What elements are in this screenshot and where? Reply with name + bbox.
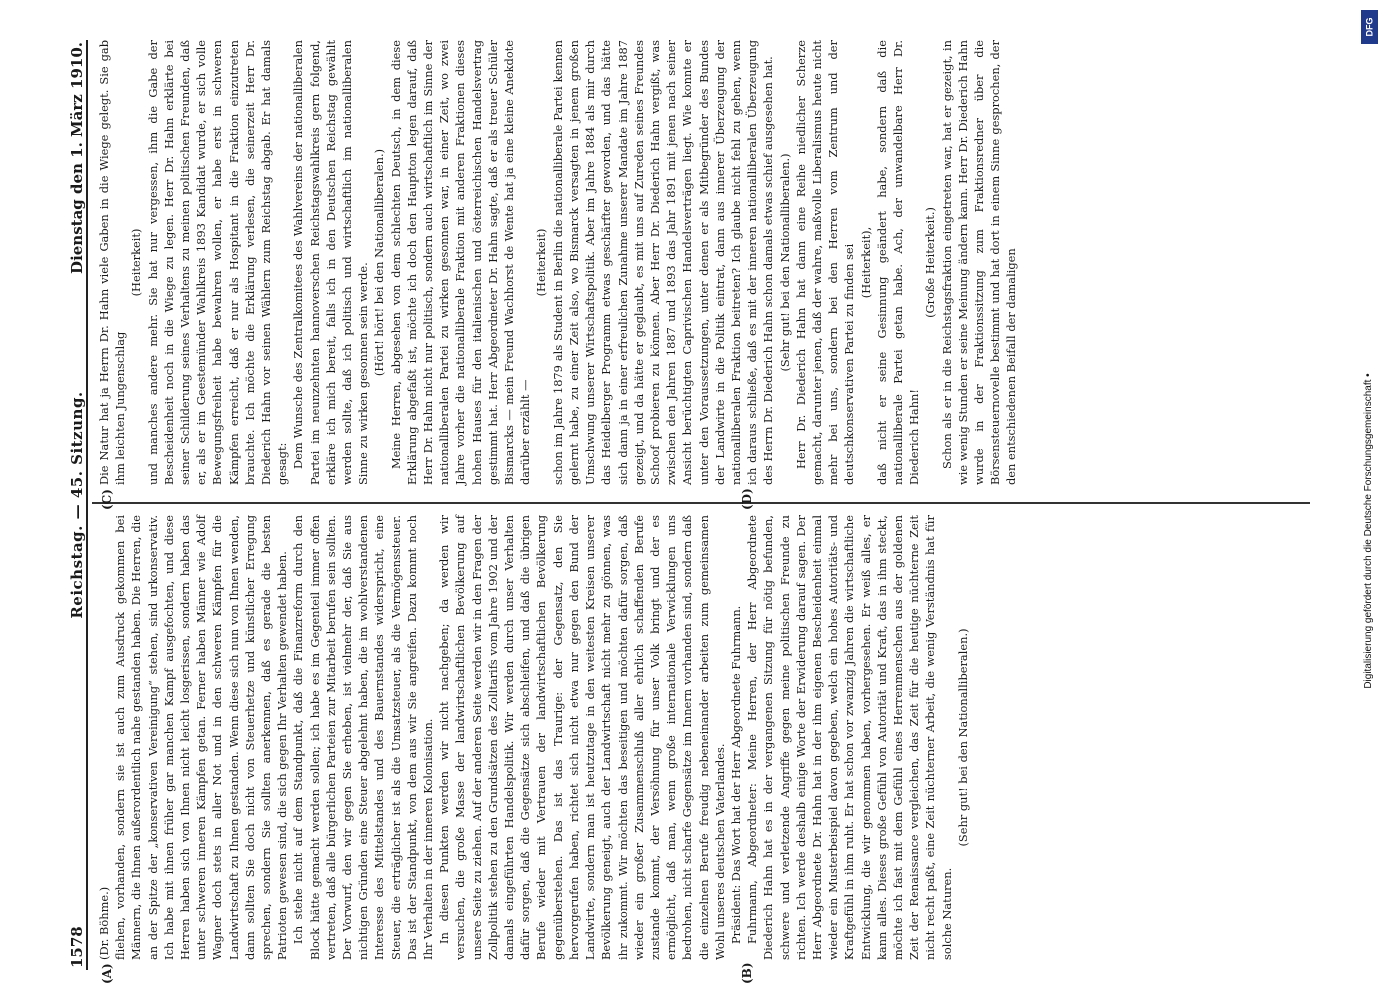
interjection: (Hört! hört! bei den Nationalliberalen.) xyxy=(372,148,387,377)
left-column xyxy=(96,515,971,960)
margin-mark-c: (C) xyxy=(100,489,114,510)
interjection: (Große Heiterkeit.) xyxy=(923,207,938,318)
paragraph: Fuhrmann, Abgeordneter: Meine Herren, der Herr Abgeordnete Diederich Hahn hat es in der vergangenen Sitzung für nötig befunden, schwere und verletzende Angriffe gegen meine politischen Freunde zu richten. Ich werde deshalb einige Worte der Erwiderung darauf sagen. Der Herr Abgeordnete Dr. Hahn hat in der ihm eigenen Bescheidenheit einmal wieder ein Musterbeispiel davon gegeben, welch ein hohes Autoritäts- und Kraftgefühl in ihm ruht. Er hat schon vor zwanzig Jahren die wirtschaftliche Entwicklung, die wir genommen haben, vorhergesehen. Er weiß alles, er kann alles. Dieses große Gefühl von Autorität und Kraft, das in ihm steckt, möchte ich fast mit dem Gefühl eines Herrenmenschen aus der goldenen Zeit der Renaissance vergleichen, das Zeit für die heutige nüchterne Zeit nicht recht paßt, eine Zeit nüchterner Arbeit, die wenig Verständnis hat für solche Naturen. xyxy=(745,515,954,960)
page-number: 1578 xyxy=(68,926,86,968)
quoted-declaration: Dem Wunsche des Zentralkomitees des Wahlvereins der nationalliberalen Partei im neunzehnten hannoverschen Reichstagswahlkreis gern folgend, erkläre ich mich bereit, falls ich in den Deutschen Reichstag gewählt werden sollte, daß ich politisch und wirtschaftlich im nationalliberalen Sinne zu wirken gesonnen sein werde. xyxy=(291,40,371,485)
column-divider xyxy=(92,503,1310,505)
interjection: (Heiterkeit) xyxy=(534,228,549,297)
paragraph: schon im Jahre 1879 als Student in Berlin die nationalliberale Partei kennen gelernt habe, zu einer Zeit also, wo Bismarck versagten in jenem großen Umschwung unserer Wirtschaftspolitik. Aber im Jahre 1884 als mir durch das Heidelberger Programm etwas geschärfter geworden, und das hätte sich dann ja in einer erfreulichen Zunahme unserer Mandate im Jahre 1887 gezeigt, und da hätte er geglaubt, es mit uns auf Zureden seines Freundes Schoof probieren zu können. Aber Herr Dr. Diederich Hahn vergißt, was zwischen den Jahren 1887 und 1893 das Jahr 1891 mit jenen nach seiner Ansicht berüchtigten Caprivischen Handelsverträgen liegt. Wie konnte er unter den Voraussetzungen, unter denen er als Mitbegründer des Bundes der Landwirte in die Politik eintrat, dann aus innerer Überzeugung der nationalliberalen Fraktion beitreten? Ich glaube nicht fehl zu gehen, wenn ich daraus schließe, daß es mit der inneren nationalliberalen Überzeugung des Herrn Dr. Diederich Hahn schon damals etwas schief ausgesehen hat. xyxy=(550,40,776,485)
interjection: (Sehr gut! bei den Nationalliberalen.) xyxy=(777,153,792,372)
page-header xyxy=(60,20,94,990)
interjection: (Heiterkeit), xyxy=(858,226,873,299)
paragraph: Schon als er in die Reichstagsfraktion eingetreten war, hat er gezeigt, in wie wenig Stunden er seine Meinung ändern kann. Herr Dr. Diederich Hahn wurde in der Fraktionssitzung zum Fraktionsredner über die Börsensteuernovelle bestimmt und hat dort in einem Sinne gesprochen, der den entschiedenen Beifall der damaligen xyxy=(939,40,1019,485)
paragraph: daß nicht er seine Gesinnung geändert habe, sondern daß die nationalliberale Partei getan habe. Ach, der unwandelbare Herr Dr. Diederich Hahn! xyxy=(874,40,922,485)
rotated-newspaper-sheet xyxy=(40,20,1330,990)
margin-mark-b: (B) xyxy=(740,962,754,984)
paragraph: und manches andere mehr. Sie hat nur vergessen, ihm die Gabe der Bescheidenheit noch in die Wiege zu legen. Herr Dr. Hahn erklärte bei seiner Schilderung seines Verhaltens zu meinen politischen Freunden, daß er, als er im Geestemünder Wahlkreis 1893 Kandidat wurde, er sich volle Bewegungsfreiheit habe bewahren wollen, er habe erst in schweren Kämpfen erreicht, daß er nur als Hospitant in die Fraktion einzutreten brauchte. Ich möchte die Erklärung verlesen, die seinerzeit Herr Dr. Diederich Hahn vor seinen Wählern zum Reichstag abgab. Er hat damals gesagt: xyxy=(145,40,290,485)
interjection: (Sehr gut! bei den Nationalliberalen.) xyxy=(955,628,970,847)
dfg-logo: DFG xyxy=(1361,10,1378,44)
header-rule xyxy=(86,40,88,970)
margin-mark-d: (D) xyxy=(740,488,754,510)
president-remark: Präsident: Das Wort hat der Herr Abgeordnete Fuhrmann. xyxy=(728,605,743,944)
paragraph: Ich stehe nicht auf dem Standpunkt, daß die Finanzreform durch den Block hätte gemacht werden sollen; ich habe es im Gegenteil immer offen vertreten, daß alle bürgerlichen Parteien zur Mitarbeit berufen sein sollten. Der Vorwurf, den wir gegen Sie erheben, ist vielmehr der, daß Sie aus nichtigen Gründen eine Steuer abgelehnt haben, die im wohlverstandenen Interesse des Mittelstandes und des Bauernstandes widerspricht, eine Steuer, die erträglicher ist als die Umsatzsteuer, als die Vermögenssteuer. Das ist der Standpunkt, von dem aus wir Sie angreifen. Dazu kommt noch Ihr Verhalten in der inneren Kolonisation. xyxy=(291,515,436,960)
paragraph: Die Natur hat ja Herrn Dr. Hahn viele Gaben in die Wiege gelegt. Sie gab ihm leichten Jungenschlag xyxy=(97,40,128,485)
dfg-sidebar xyxy=(1360,4,1380,996)
paragraph: Herr Dr. Diederich Hahn hat dann eine Reihe niedlicher Scherze gemacht, darunter jenen, daß der wahre, maßvolle Liberalismus heute nicht mehr bei uns, sondern bei den Herren vom Zentrum und der deutschkonservativen Partei zu finden sei xyxy=(793,40,857,485)
paragraph: In diesen Punkten werden wir nicht nachgeben; da werden wir versuchen, die große Masse der landwirtschaftlichen Bevölkerung auf unsere Seite zu ziehen. Auf der anderen Seite werden wir in den Fragen der Zollpolitik stehen zu den Grundsätzen des Zolltarifs vom Jahre 1902 und der damals eingeführten Handelspolitik. Wir werden durch unser Verhalten dafür sorgen, daß die Gegensätze sich abschleifen, und daß die übrigen Berufe wieder mit Vertrauen der landwirtschaftlichen Bevölkerung gegenüberstehen. Das ist das Traurige: der Gegensatz, den Sie hervorgerufen haben, richtet sich nicht etwa nur gegen den Bund der Landwirte, sondern man ist heutzutage in den weitesten Kreisen unserer Bevölkerung geneigt, auch der Landwirtschaft nicht mehr zu gönnen, was ihr zukommt. Wir möchten das beseitigen und möchten dafür sorgen, daß wieder ein großer Zusammenschluß aller ehrlich schaffenden Berufe zustande kommt, der Versöhnung für unser Volk bringt und der es ermöglicht, daß man, wenn große internationale Verwicklungen uns bedrohen, nicht scharfe Gegensätze im Innern vorhanden sind, sondern daß die einzelnen Berufe freudig nebeneinander arbeiten zum gemeinsamen Wohl unseres deutschen Vaterlandes. xyxy=(437,515,727,960)
paragraph: fliehen, vorhanden, sondern sie ist auch zum Ausdruck gekommen bei Männern, die Ihnen außerordentlich nahe gestanden haben. Die Herren, die an der Spitze der „konservativen Vereinigung“ stehen, sind urkonservativ. Ich habe mit ihnen früher gar manchen Kampf ausgefochten, und diese Herren haben sich von Ihnen nicht leicht losgerissen, sondern haben das unter schweren inneren Kämpfen getan. Ferner haben Männer wie Adolf Wagner doch stets in aller Not und in den schweren Kämpfen für die Landwirtschaft zu Ihnen gestanden. Wenn diese sich nun von Ihnen wenden, dann sollten Sie doch nicht von Steuerhetze und künstlicher Erregung sprechen, sondern Sie sollten anerkennen, daß es gerade die besten Patrioten gewesen sind, die sich gegen Ihr Verhalten gewendet haben. xyxy=(113,515,290,960)
interjection: (Heiterkeit) xyxy=(129,228,144,297)
right-column xyxy=(96,40,1020,485)
funding-note: Digitalisierung gefördert durch die Deutsche Forschungsgemeinschaft • xyxy=(1363,373,1374,689)
page-title: Reichstag. — 45. Sitzung. xyxy=(68,391,86,619)
margin-mark-a: (A) xyxy=(100,963,114,984)
page-date: Dienstag den 1. März 1910. xyxy=(68,42,86,274)
speaker-tag: (Dr. Böhme.) xyxy=(97,886,111,960)
paragraph: Meine Herren, abgesehen von dem schlechten Deutsch, in dem diese Erklärung abgefaßt ist, möchte ich doch den Hauptton legen darauf, daß Herr Dr. Hahn nicht nur politisch, sondern auch wirtschaftlich im Sinne der nationalliberalen Partei zu wirken gesonnen war, in einer Zeit, wo zwei Jahre vorher die nationalliberale Fraktion mit anderen Fraktionen dieses hohen Hauses für den italienischen und österreichischen Handelsvertrag gestimmt hat. Herr Abgeordneter Dr. Hahn sagte, daß er als treuer Schüler Bismarcks — mein Freund Wachhorst de Wente hat ja eine kleine Anekdote darüber erzählt — xyxy=(388,40,533,485)
